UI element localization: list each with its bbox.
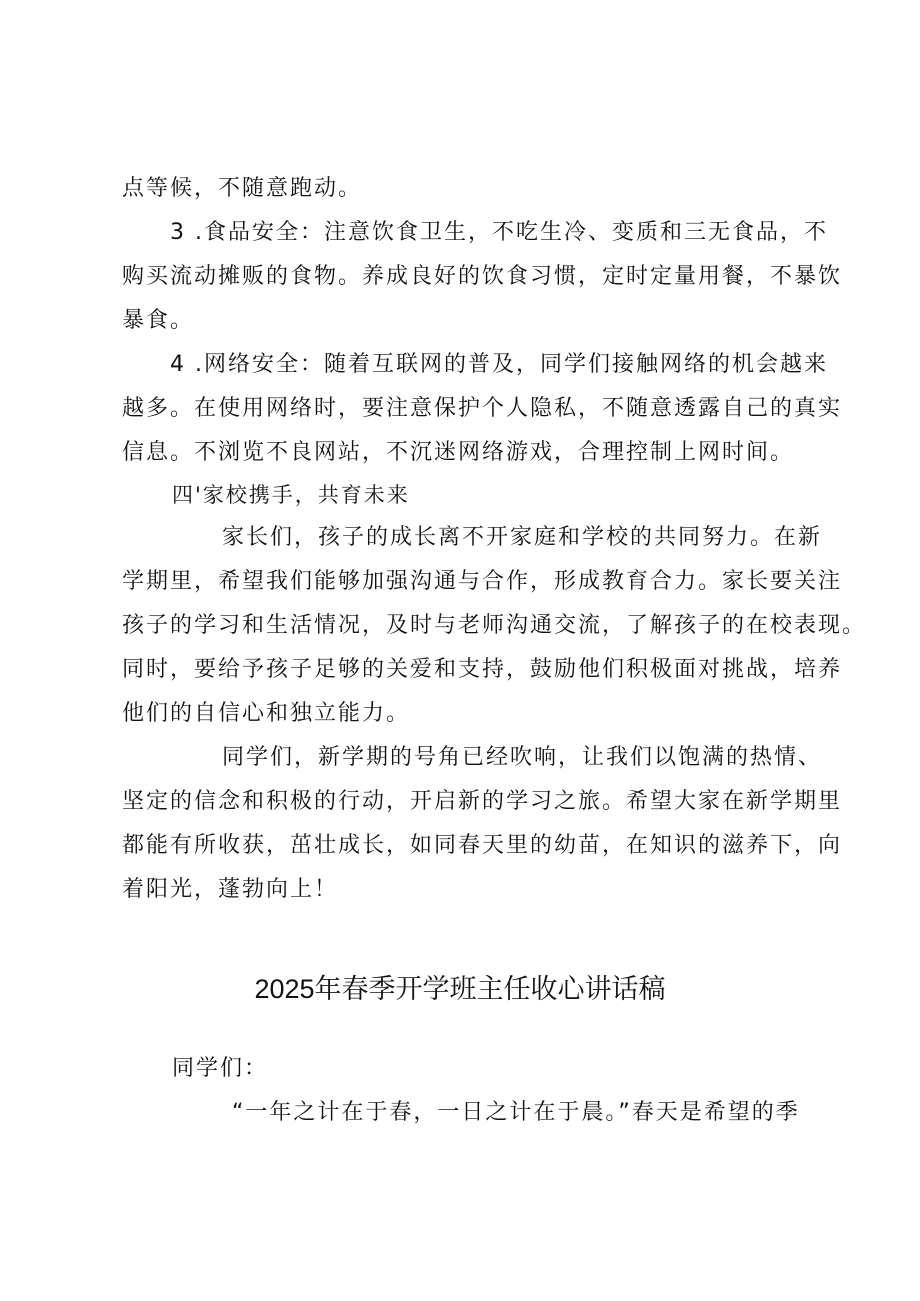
text-line: 着阳光，蓬勃向上！ bbox=[122, 877, 339, 902]
text-line: 信息。不浏览不良网站，不沉迷网络游戏，合理控制上网时间。 bbox=[122, 440, 795, 465]
section-heading: 四'家校携手，共育未来 bbox=[172, 483, 410, 507]
text-line: 购买流动摊贩的食物。养成良好的饮食习惯，定时定量用餐，不暴饮 bbox=[122, 264, 843, 289]
text-line: 同时，要给予孩子足够的关爱和支持，鼓励他们积极面对挑战，培养 bbox=[122, 657, 843, 682]
text-line: 点等候，不随意跑动。 bbox=[122, 176, 363, 201]
text-line: 同学们，新学期的号角已经吹响，让我们以饱满的热情、 bbox=[222, 745, 823, 770]
text-line: 暴食。 bbox=[122, 308, 195, 333]
text-line: 4 .网络安全：随着互联网的普及，同学们接触网络的机会越来 bbox=[170, 352, 828, 377]
text-line: 学期里，希望我们能够加强沟通与合作，形成教育合力。家长要关注 bbox=[122, 569, 843, 594]
text-line: 他们的自信心和独立能力。 bbox=[122, 701, 411, 726]
text-line: 3 .食品安全：注意饮食卫生，不吃生冷、变质和三无食品，不 bbox=[170, 220, 828, 245]
text-line: 孩子的学习和生活情况，及时与老师沟通交流，了解孩子的在校表现。 bbox=[122, 613, 867, 638]
text-line: “一年之计在于春，一日之计在于晨。”春天是希望的季 bbox=[232, 1100, 800, 1125]
text-line: 家长们，孩子的成长离不开家庭和学校的共同努力。在新 bbox=[222, 525, 823, 550]
document-title: 2025年春季开学班主任收心讲话稿 bbox=[254, 974, 666, 1004]
text-line: 越多。在使用网络时，要注意保护个人隐私，不随意透露自己的真实 bbox=[122, 396, 843, 421]
text-line: 坚定的信念和积极的行动，开启新的学习之旅。希望大家在新学期里 bbox=[122, 789, 843, 814]
text-line: 都能有所收获，茁壮成长，如同春天里的幼苗，在知识的滋养下，向 bbox=[122, 833, 843, 858]
salutation: 同学们： bbox=[172, 1056, 269, 1081]
